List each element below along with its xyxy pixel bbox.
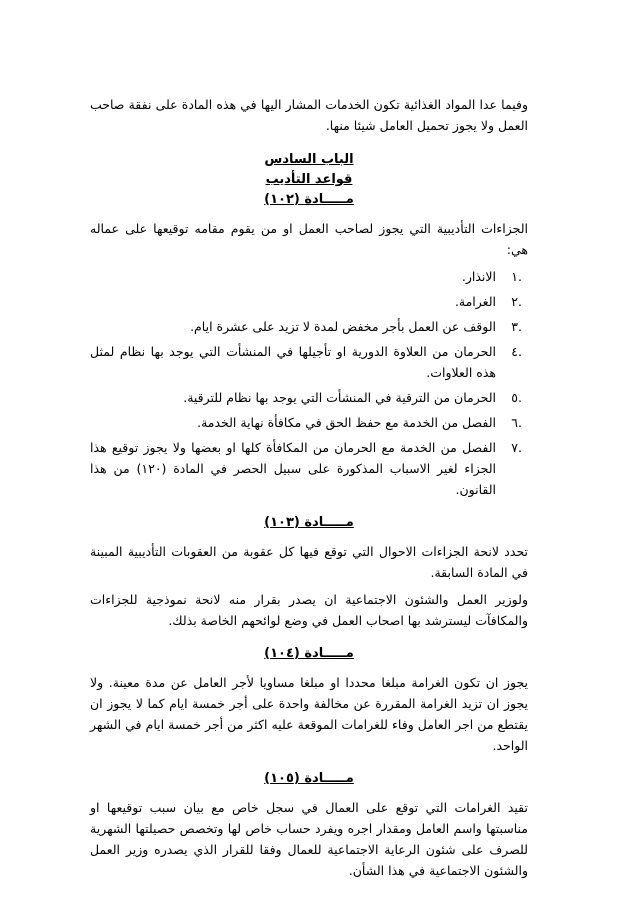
list-item-text: الفصل من الخدمة مع حفظ الحق في مكافأة نهاية الخدمة. <box>197 415 496 430</box>
list-item-number: .٤ <box>511 344 522 359</box>
list-item <box>90 412 528 433</box>
article-104-title: مـــــادة (١٠٤) <box>264 646 354 661</box>
chapter-title: الباب السادس <box>264 152 354 167</box>
list-item-number: .٢ <box>511 294 522 309</box>
list-item-number: .٦ <box>511 415 522 430</box>
penalty-list <box>90 266 528 500</box>
intro-paragraph: وفيما عدا المواد الغذائية تكون الخدمات المشار اليها في هذه المادة على نفقة صاحب العمل ولا يجوز تحميل العامل شيئا منها. <box>90 97 528 133</box>
list-item <box>90 316 528 337</box>
article-103-title: مـــــادة (١٠٣) <box>264 515 354 530</box>
list-item-text: الحرمان من العلاوة الدورية او تأجيلها في المنشأت التي يوجد بها نظام لمثل هذه العلاوات. <box>90 344 496 380</box>
chapter-heading <box>90 150 528 210</box>
article-105-title: مـــــادة (١٠٥) <box>264 771 354 786</box>
chapter-subtitle: قواعد التأديب <box>265 172 353 187</box>
list-item <box>90 341 528 383</box>
list-item <box>90 291 528 312</box>
article-102-title: مـــــادة (١٠٢) <box>264 192 354 207</box>
list-item-text: الغرامة. <box>454 294 496 309</box>
article-103-paragraph-1: تحدد لانحة الجزاءات الاحوال التي توقع فيها كل عقوبة من العقوبات التأديبية المبينة في المادة السابقة. <box>90 544 528 580</box>
list-item <box>90 266 528 287</box>
list-item-number: .٥ <box>511 390 522 405</box>
list-item-text: الوقف عن العمل بأجر مخفض لمدة لا تزيد على عشرة ايام. <box>190 319 496 334</box>
list-item-number: .٧ <box>511 440 522 455</box>
list-item-text: الانذار. <box>461 269 496 284</box>
article-104-paragraph: يجوز ان تكون الغرامة مبلغا محددا او مبلغا مساويا لأجر العامل عن مدة معينة. ولا يجوز ان تزيد الغرامة المقررة عن مخالفة واحدة على أجر خمسة ايام كما لا يجوز ان يقتطع من اجر العامل وفاء للغرامات الموقعة عليه اكثر من أجر خمسة ايام في الشهر الواحد. <box>90 675 528 753</box>
list-item-text: الحرمان من الترقية في المنشأت التي يوجد بها نظام للترقية. <box>183 390 496 405</box>
article-103-paragraph-2: ولوزير العمل والشئون الاجتماعية ان يصدر بقرار منه لانحة نموذجية للجزاءات والمكافآت ليسترشد بها اصحاب العمل في وضع لوائحهم الخاصة بذلك. <box>90 592 528 628</box>
article-105-paragraph: تقيد الغرامات التي توقع على العمال في سجل خاص مع بيان سبب توقيعها او مناسبتها واسم العامل ومقدار اجره ويفرد حساب خاص لها وتخصص حصيلتها الشهرية للصرف على شئون الرعاية الاجتماعية للعمال وفقا للقرار الذي يصدره وزير العمل والشئون الاجتماعية في هذا الشأن. <box>90 800 528 878</box>
list-item <box>90 437 528 500</box>
list-item-text: الفصل من الخدمة مع الحرمان من المكافأة كلها او بعضها ولا يجوز توقيع هذا الجزاء لغير الاسباب المذكورة على سبيل الحصر في المادة (١٢٠) من هذا القانون. <box>90 440 496 497</box>
list-item-number: .٣ <box>511 319 522 334</box>
article-102-lead: الجزاءات التأديبية التي يجوز لصاحب العمل او من يقوم مقامه توقيعها على عماله هي: <box>90 221 528 257</box>
list-item <box>90 387 528 408</box>
list-item-number: .١ <box>511 269 522 284</box>
